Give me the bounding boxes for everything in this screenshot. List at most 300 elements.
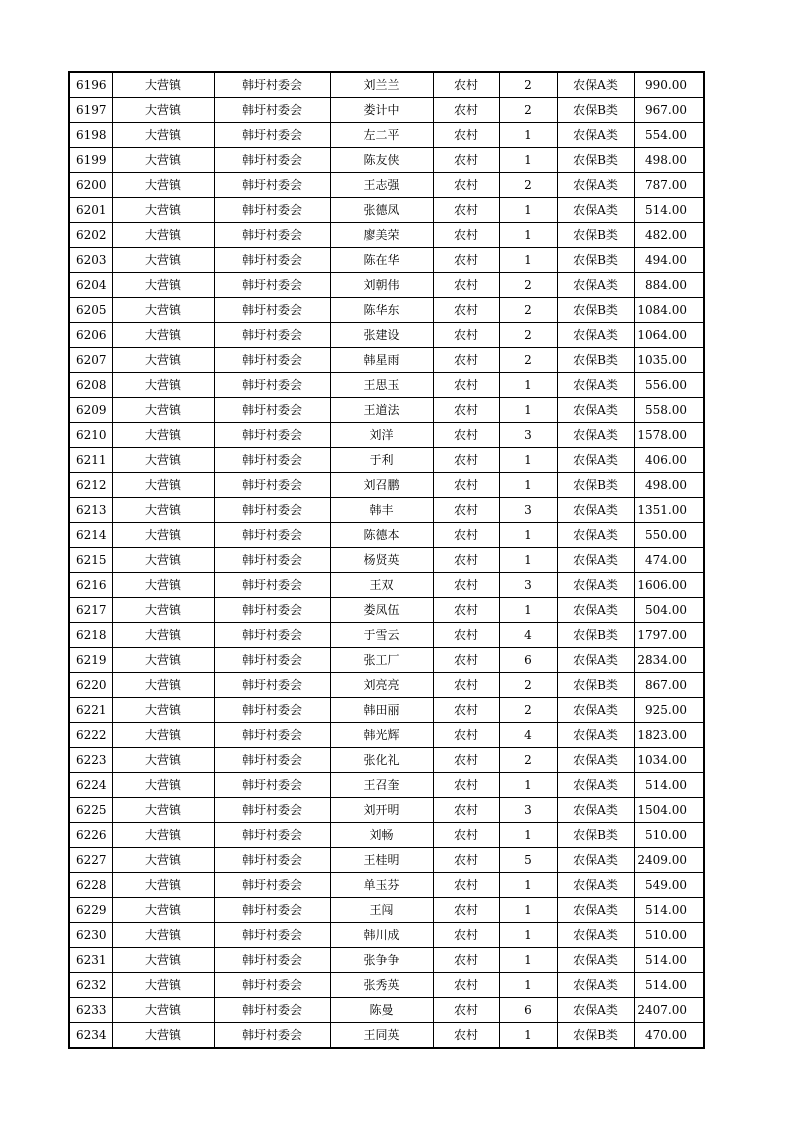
town-cell: 大营镇 [112, 848, 214, 873]
town-cell: 大营镇 [112, 573, 214, 598]
row-id-cell: 6215 [69, 548, 112, 573]
row-id-cell: 6213 [69, 498, 112, 523]
category-cell: 农保A类 [557, 723, 634, 748]
town-cell: 大营镇 [112, 498, 214, 523]
category-cell: 农保B类 [557, 248, 634, 273]
village-cell: 韩圩村委会 [214, 673, 330, 698]
town-cell: 大营镇 [112, 423, 214, 448]
town-cell: 大营镇 [112, 798, 214, 823]
table-row [69, 98, 704, 123]
table-row [69, 498, 704, 523]
category-cell: 农保A类 [557, 573, 634, 598]
row-id-cell: 6225 [69, 798, 112, 823]
town-cell: 大营镇 [112, 273, 214, 298]
table-row [69, 523, 704, 548]
area-type-cell: 农村 [433, 498, 499, 523]
amount-cell: 406.00 [634, 448, 704, 473]
household-size-cell: 5 [499, 848, 557, 873]
category-cell: 农保A类 [557, 898, 634, 923]
name-cell: 陈华东 [330, 298, 433, 323]
category-cell: 农保A类 [557, 173, 634, 198]
town-cell: 大营镇 [112, 923, 214, 948]
name-cell: 刘开明 [330, 798, 433, 823]
town-cell: 大营镇 [112, 648, 214, 673]
village-cell: 韩圩村委会 [214, 723, 330, 748]
household-size-cell: 1 [499, 923, 557, 948]
area-type-cell: 农村 [433, 298, 499, 323]
town-cell: 大营镇 [112, 448, 214, 473]
village-cell: 韩圩村委会 [214, 523, 330, 548]
amount-cell: 990.00 [634, 72, 704, 98]
household-size-cell: 1 [499, 823, 557, 848]
table-row [69, 248, 704, 273]
name-cell: 陈友侠 [330, 148, 433, 173]
amount-cell: 1351.00 [634, 498, 704, 523]
row-id-cell: 6208 [69, 373, 112, 398]
town-cell: 大营镇 [112, 348, 214, 373]
table-row [69, 398, 704, 423]
household-size-cell: 6 [499, 648, 557, 673]
row-id-cell: 6214 [69, 523, 112, 548]
category-cell: 农保A类 [557, 72, 634, 98]
category-cell: 农保A类 [557, 748, 634, 773]
name-cell: 陈德本 [330, 523, 433, 548]
household-size-cell: 1 [499, 373, 557, 398]
household-size-cell: 1 [499, 873, 557, 898]
amount-cell: 514.00 [634, 773, 704, 798]
area-type-cell: 农村 [433, 773, 499, 798]
area-type-cell: 农村 [433, 373, 499, 398]
household-size-cell: 1 [499, 123, 557, 148]
area-type-cell: 农村 [433, 323, 499, 348]
name-cell: 张秀英 [330, 973, 433, 998]
table-row [69, 273, 704, 298]
amount-cell: 558.00 [634, 398, 704, 423]
row-id-cell: 6219 [69, 648, 112, 673]
area-type-cell: 农村 [433, 123, 499, 148]
household-size-cell: 1 [499, 148, 557, 173]
row-id-cell: 6231 [69, 948, 112, 973]
town-cell: 大营镇 [112, 898, 214, 923]
name-cell: 韩星雨 [330, 348, 433, 373]
amount-cell: 514.00 [634, 198, 704, 223]
area-type-cell: 农村 [433, 98, 499, 123]
category-cell: 农保A类 [557, 498, 634, 523]
area-type-cell: 农村 [433, 673, 499, 698]
table-row [69, 998, 704, 1023]
amount-cell: 1606.00 [634, 573, 704, 598]
area-type-cell: 农村 [433, 1023, 499, 1049]
town-cell: 大营镇 [112, 748, 214, 773]
amount-cell: 1504.00 [634, 798, 704, 823]
row-id-cell: 6227 [69, 848, 112, 873]
category-cell: 农保A类 [557, 273, 634, 298]
name-cell: 于利 [330, 448, 433, 473]
category-cell: 农保A类 [557, 798, 634, 823]
town-cell: 大营镇 [112, 1023, 214, 1049]
row-id-cell: 6211 [69, 448, 112, 473]
area-type-cell: 农村 [433, 798, 499, 823]
name-cell: 刘亮亮 [330, 673, 433, 698]
household-size-cell: 2 [499, 323, 557, 348]
table-row [69, 898, 704, 923]
village-cell: 韩圩村委会 [214, 173, 330, 198]
row-id-cell: 6196 [69, 72, 112, 98]
category-cell: 农保A类 [557, 948, 634, 973]
amount-cell: 1797.00 [634, 623, 704, 648]
village-cell: 韩圩村委会 [214, 72, 330, 98]
table-row [69, 123, 704, 148]
amount-cell: 510.00 [634, 823, 704, 848]
village-cell: 韩圩村委会 [214, 598, 330, 623]
name-cell: 王道法 [330, 398, 433, 423]
category-cell: 农保A类 [557, 998, 634, 1023]
row-id-cell: 6197 [69, 98, 112, 123]
area-type-cell: 农村 [433, 448, 499, 473]
category-cell: 农保B类 [557, 623, 634, 648]
area-type-cell: 农村 [433, 598, 499, 623]
amount-cell: 2834.00 [634, 648, 704, 673]
town-cell: 大营镇 [112, 373, 214, 398]
household-size-cell: 4 [499, 623, 557, 648]
town-cell: 大营镇 [112, 973, 214, 998]
table-row [69, 173, 704, 198]
household-size-cell: 2 [499, 748, 557, 773]
name-cell: 陈在华 [330, 248, 433, 273]
village-cell: 韩圩村委会 [214, 623, 330, 648]
category-cell: 农保A类 [557, 398, 634, 423]
village-cell: 韩圩村委会 [214, 573, 330, 598]
row-id-cell: 6223 [69, 748, 112, 773]
household-size-cell: 2 [499, 698, 557, 723]
table-row [69, 348, 704, 373]
household-size-cell: 2 [499, 98, 557, 123]
area-type-cell: 农村 [433, 823, 499, 848]
household-size-cell: 1 [499, 523, 557, 548]
table-row [69, 623, 704, 648]
category-cell: 农保A类 [557, 323, 634, 348]
village-cell: 韩圩村委会 [214, 123, 330, 148]
name-cell: 陈曼 [330, 998, 433, 1023]
row-id-cell: 6221 [69, 698, 112, 723]
category-cell: 农保A类 [557, 598, 634, 623]
category-cell: 农保A类 [557, 548, 634, 573]
household-size-cell: 1 [499, 548, 557, 573]
amount-cell: 498.00 [634, 148, 704, 173]
row-id-cell: 6199 [69, 148, 112, 173]
amount-cell: 510.00 [634, 923, 704, 948]
table-row [69, 773, 704, 798]
amount-cell: 554.00 [634, 123, 704, 148]
area-type-cell: 农村 [433, 873, 499, 898]
category-cell: 农保A类 [557, 648, 634, 673]
household-size-cell: 1 [499, 473, 557, 498]
household-size-cell: 2 [499, 298, 557, 323]
name-cell: 杨贤英 [330, 548, 433, 573]
row-id-cell: 6212 [69, 473, 112, 498]
household-size-cell: 1 [499, 248, 557, 273]
village-cell: 韩圩村委会 [214, 248, 330, 273]
village-cell: 韩圩村委会 [214, 648, 330, 673]
area-type-cell: 农村 [433, 173, 499, 198]
amount-cell: 550.00 [634, 523, 704, 548]
row-id-cell: 6216 [69, 573, 112, 598]
name-cell: 张化礼 [330, 748, 433, 773]
town-cell: 大营镇 [112, 323, 214, 348]
table-row [69, 473, 704, 498]
village-cell: 韩圩村委会 [214, 448, 330, 473]
amount-cell: 2407.00 [634, 998, 704, 1023]
area-type-cell: 农村 [433, 473, 499, 498]
household-size-cell: 1 [499, 898, 557, 923]
village-cell: 韩圩村委会 [214, 1023, 330, 1049]
town-cell: 大营镇 [112, 673, 214, 698]
table-row [69, 698, 704, 723]
town-cell: 大营镇 [112, 623, 214, 648]
table-row [69, 798, 704, 823]
row-id-cell: 6207 [69, 348, 112, 373]
village-cell: 韩圩村委会 [214, 748, 330, 773]
household-size-cell: 1 [499, 223, 557, 248]
village-cell: 韩圩村委会 [214, 698, 330, 723]
area-type-cell: 农村 [433, 973, 499, 998]
row-id-cell: 6204 [69, 273, 112, 298]
amount-cell: 967.00 [634, 98, 704, 123]
town-cell: 大营镇 [112, 248, 214, 273]
village-cell: 韩圩村委会 [214, 498, 330, 523]
category-cell: 农保A类 [557, 973, 634, 998]
category-cell: 农保B类 [557, 823, 634, 848]
area-type-cell: 农村 [433, 923, 499, 948]
area-type-cell: 农村 [433, 573, 499, 598]
household-size-cell: 1 [499, 973, 557, 998]
household-size-cell: 3 [499, 423, 557, 448]
town-cell: 大营镇 [112, 173, 214, 198]
table-row [69, 723, 704, 748]
name-cell: 刘召鹏 [330, 473, 433, 498]
area-type-cell: 农村 [433, 723, 499, 748]
table-row [69, 823, 704, 848]
amount-cell: 1084.00 [634, 298, 704, 323]
amount-cell: 514.00 [634, 973, 704, 998]
row-id-cell: 6206 [69, 323, 112, 348]
category-cell: 农保A类 [557, 923, 634, 948]
amount-cell: 514.00 [634, 898, 704, 923]
household-size-cell: 1 [499, 948, 557, 973]
village-cell: 韩圩村委会 [214, 548, 330, 573]
name-cell: 廖美荣 [330, 223, 433, 248]
area-type-cell: 农村 [433, 748, 499, 773]
name-cell: 张工厂 [330, 648, 433, 673]
table-row [69, 72, 704, 98]
area-type-cell: 农村 [433, 348, 499, 373]
town-cell: 大营镇 [112, 723, 214, 748]
amount-cell: 1064.00 [634, 323, 704, 348]
row-id-cell: 6228 [69, 873, 112, 898]
area-type-cell: 农村 [433, 423, 499, 448]
amount-cell: 1035.00 [634, 348, 704, 373]
household-size-cell: 6 [499, 998, 557, 1023]
table-row [69, 948, 704, 973]
amount-cell: 504.00 [634, 598, 704, 623]
area-type-cell: 农村 [433, 398, 499, 423]
village-cell: 韩圩村委会 [214, 898, 330, 923]
household-size-cell: 2 [499, 673, 557, 698]
category-cell: 农保B类 [557, 148, 634, 173]
category-cell: 农保A类 [557, 848, 634, 873]
village-cell: 韩圩村委会 [214, 848, 330, 873]
name-cell: 韩丰 [330, 498, 433, 523]
amount-cell: 514.00 [634, 948, 704, 973]
category-cell: 农保B类 [557, 98, 634, 123]
town-cell: 大营镇 [112, 598, 214, 623]
name-cell: 刘洋 [330, 423, 433, 448]
category-cell: 农保A类 [557, 373, 634, 398]
name-cell: 张争争 [330, 948, 433, 973]
row-id-cell: 6217 [69, 598, 112, 623]
village-cell: 韩圩村委会 [214, 148, 330, 173]
amount-cell: 482.00 [634, 223, 704, 248]
table-row [69, 673, 704, 698]
village-cell: 韩圩村委会 [214, 423, 330, 448]
row-id-cell: 6202 [69, 223, 112, 248]
table-row [69, 873, 704, 898]
amount-cell: 787.00 [634, 173, 704, 198]
row-id-cell: 6232 [69, 973, 112, 998]
area-type-cell: 农村 [433, 898, 499, 923]
town-cell: 大营镇 [112, 473, 214, 498]
amount-cell: 2409.00 [634, 848, 704, 873]
amount-cell: 474.00 [634, 548, 704, 573]
town-cell: 大营镇 [112, 72, 214, 98]
village-cell: 韩圩村委会 [214, 923, 330, 948]
town-cell: 大营镇 [112, 823, 214, 848]
category-cell: 农保A类 [557, 698, 634, 723]
household-size-cell: 1 [499, 773, 557, 798]
town-cell: 大营镇 [112, 698, 214, 723]
category-cell: 农保A类 [557, 873, 634, 898]
household-size-cell: 1 [499, 398, 557, 423]
table-row [69, 298, 704, 323]
name-cell: 张德凤 [330, 198, 433, 223]
records-table [68, 71, 705, 1049]
household-size-cell: 1 [499, 598, 557, 623]
household-size-cell: 2 [499, 173, 557, 198]
row-id-cell: 6226 [69, 823, 112, 848]
town-cell: 大营镇 [112, 148, 214, 173]
name-cell: 王同英 [330, 1023, 433, 1049]
name-cell: 娄计中 [330, 98, 433, 123]
amount-cell: 494.00 [634, 248, 704, 273]
row-id-cell: 6220 [69, 673, 112, 698]
area-type-cell: 农村 [433, 198, 499, 223]
household-size-cell: 1 [499, 198, 557, 223]
village-cell: 韩圩村委会 [214, 323, 330, 348]
category-cell: 农保B类 [557, 348, 634, 373]
name-cell: 于雪云 [330, 623, 433, 648]
name-cell: 刘畅 [330, 823, 433, 848]
category-cell: 农保A类 [557, 423, 634, 448]
name-cell: 左二平 [330, 123, 433, 148]
table-row [69, 648, 704, 673]
village-cell: 韩圩村委会 [214, 948, 330, 973]
table-row [69, 198, 704, 223]
village-cell: 韩圩村委会 [214, 98, 330, 123]
table-row [69, 748, 704, 773]
amount-cell: 925.00 [634, 698, 704, 723]
household-size-cell: 2 [499, 273, 557, 298]
table-body [69, 72, 704, 1048]
table-row [69, 548, 704, 573]
area-type-cell: 农村 [433, 148, 499, 173]
name-cell: 王桂明 [330, 848, 433, 873]
name-cell: 王双 [330, 573, 433, 598]
household-size-cell: 4 [499, 723, 557, 748]
village-cell: 韩圩村委会 [214, 798, 330, 823]
row-id-cell: 6210 [69, 423, 112, 448]
area-type-cell: 农村 [433, 523, 499, 548]
village-cell: 韩圩村委会 [214, 973, 330, 998]
household-size-cell: 2 [499, 348, 557, 373]
village-cell: 韩圩村委会 [214, 823, 330, 848]
row-id-cell: 6224 [69, 773, 112, 798]
village-cell: 韩圩村委会 [214, 273, 330, 298]
row-id-cell: 6234 [69, 1023, 112, 1049]
table-row [69, 573, 704, 598]
name-cell: 张建设 [330, 323, 433, 348]
village-cell: 韩圩村委会 [214, 873, 330, 898]
table-row [69, 223, 704, 248]
amount-cell: 1823.00 [634, 723, 704, 748]
table-row [69, 323, 704, 348]
household-size-cell: 2 [499, 72, 557, 98]
row-id-cell: 6218 [69, 623, 112, 648]
town-cell: 大营镇 [112, 548, 214, 573]
village-cell: 韩圩村委会 [214, 773, 330, 798]
area-type-cell: 农村 [433, 72, 499, 98]
town-cell: 大营镇 [112, 998, 214, 1023]
household-size-cell: 3 [499, 798, 557, 823]
category-cell: 农保A类 [557, 773, 634, 798]
category-cell: 农保A类 [557, 448, 634, 473]
table-row [69, 923, 704, 948]
row-id-cell: 6209 [69, 398, 112, 423]
amount-cell: 1578.00 [634, 423, 704, 448]
amount-cell: 556.00 [634, 373, 704, 398]
village-cell: 韩圩村委会 [214, 398, 330, 423]
category-cell: 农保B类 [557, 1023, 634, 1049]
area-type-cell: 农村 [433, 623, 499, 648]
name-cell: 单玉芬 [330, 873, 433, 898]
name-cell: 韩光辉 [330, 723, 433, 748]
table-row [69, 973, 704, 998]
row-id-cell: 6205 [69, 298, 112, 323]
town-cell: 大营镇 [112, 298, 214, 323]
category-cell: 农保A类 [557, 123, 634, 148]
amount-cell: 470.00 [634, 1023, 704, 1049]
table-row [69, 373, 704, 398]
area-type-cell: 农村 [433, 273, 499, 298]
row-id-cell: 6222 [69, 723, 112, 748]
name-cell: 韩川成 [330, 923, 433, 948]
area-type-cell: 农村 [433, 648, 499, 673]
table-row [69, 598, 704, 623]
row-id-cell: 6233 [69, 998, 112, 1023]
row-id-cell: 6203 [69, 248, 112, 273]
row-id-cell: 6198 [69, 123, 112, 148]
area-type-cell: 农村 [433, 548, 499, 573]
row-id-cell: 6201 [69, 198, 112, 223]
